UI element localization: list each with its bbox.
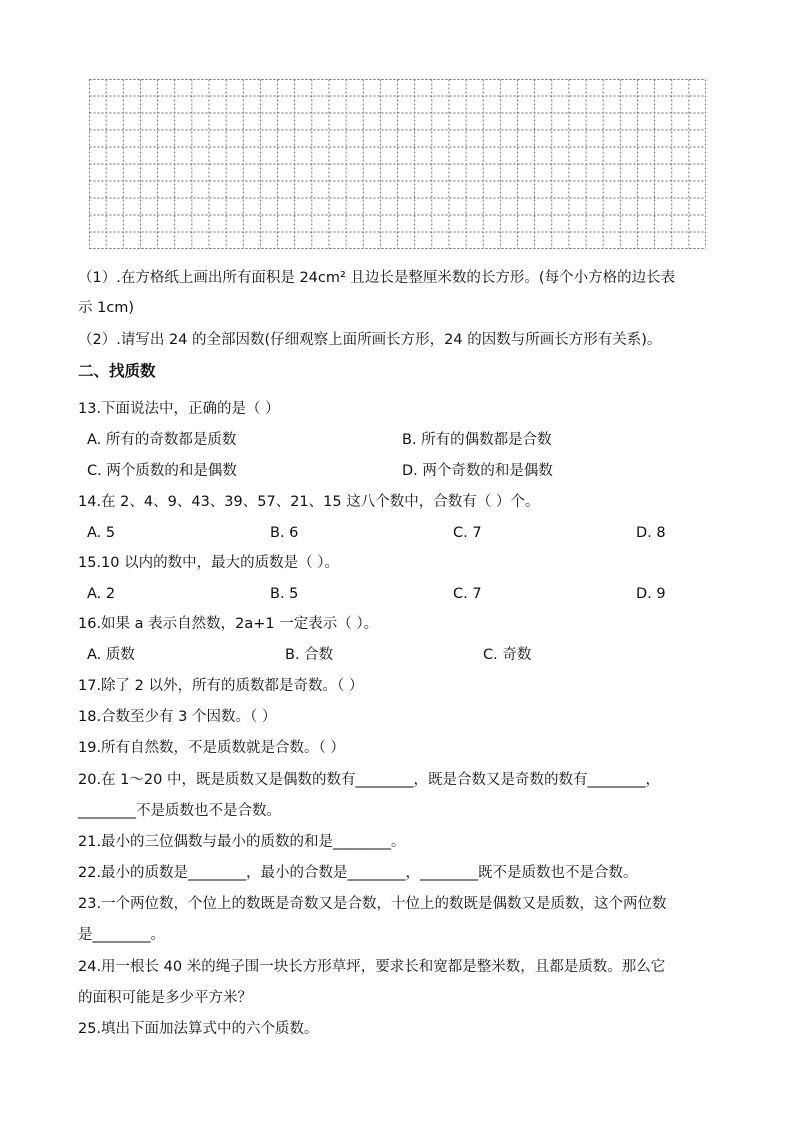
question-16-stem: 16.如果 a 表示自然数，2a+1 一定表示（ ）。 [78,616,379,632]
question-22: 22.最小的质数是________，最小的合数是________，________既不是质数也不是合数。 [78,865,638,881]
question-23-line-2: 是________。 [78,927,165,943]
question-15-option-a: A. 2 [87,586,116,602]
question-13-option-c: C. 两个质数的和是偶数 [87,463,237,479]
question-21: 21.最小的三位偶数与最小的质数的和是________。 [78,834,406,850]
question-13-option-a: A. 所有的奇数都是质数 [87,432,237,448]
question-16-option-c: C. 奇数 [483,647,532,663]
question-14-option-c: C. 7 [453,525,482,541]
question-14-option-b: B. 6 [270,525,299,541]
question-14-option-a: A. 5 [87,525,116,541]
question-14-stem: 14.在 2、4、9、43、39、57、21、15 这八个数中，合数有（ ）个。 [78,494,540,510]
question-13-option-b: B. 所有的偶数都是合数 [402,432,552,448]
question-18: 18.合数至少有 3 个因数。（ ） [78,709,277,725]
question-15-option-b: B. 5 [270,586,299,602]
square-grid-paper [89,79,706,249]
question-16-option-b: B. 合数 [285,647,334,663]
question-24-line-1: 24.用一根长 40 米的绳子围一块长方形草坪，要求长和宽都是整米数，且都是质数。那么它 [78,959,666,975]
question-24-line-2: 的面积可能是多少平方米？ [78,990,252,1006]
question-23-line-1: 23.一个两位数，个位上的数既是奇数又是合数，十位上的数既是偶数又是质数，这个两位数 [78,896,667,912]
section-title: 二、找质数 [78,362,156,380]
question-20-line-2: ________不是质数也不是合数。 [78,803,281,819]
question-16-option-a: A. 质数 [87,647,135,663]
sub-question-1-line-2: 示 1cm) [78,300,135,316]
question-13-option-d: D. 两个奇数的和是偶数 [402,463,553,479]
sub-question-1-line-1: （1）.在方格纸上画出所有面积是 24cm² 且边长是整厘米数的长方形。(每个小方格的边长表 [78,270,676,286]
question-17: 17.除了 2 以外，所有的质数都是奇数。（ ） [78,678,364,694]
question-13-stem: 13.下面说法中，正确的是（ ） [78,401,280,417]
question-19: 19.所有自然数，不是质数就是合数。（ ） [78,740,345,756]
question-15-option-c: C. 7 [453,586,482,602]
question-15-stem: 15.10 以内的数中，最大的质数是（ ）。 [78,555,339,571]
question-25: 25.填出下面加法算式中的六个质数。 [78,1021,319,1037]
question-14-option-d: D. 8 [636,525,666,541]
question-20-line-1: 20.在 1～20 中，既是质数又是偶数的数有________，既是合数又是奇数的数有________， [78,772,660,788]
sub-question-2: （2）.请写出 24 的全部因数(仔细观察上面所画长方形，24 的因数与所画长方形有关系)。 [78,332,662,348]
question-15-option-d: D. 9 [636,586,666,602]
